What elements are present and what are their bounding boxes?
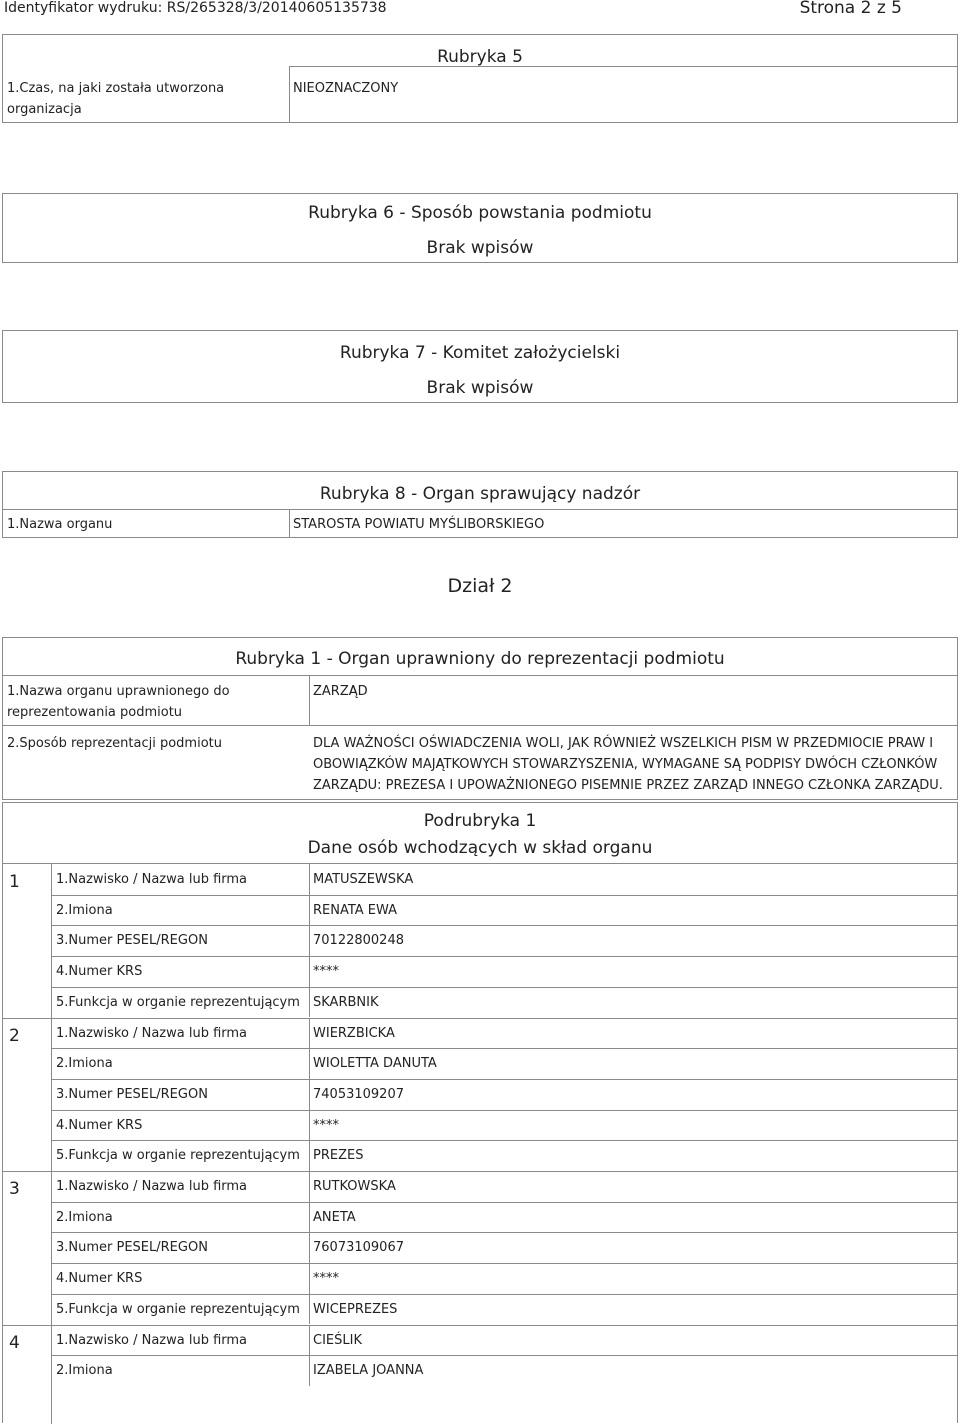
member-field-label: 1.Nazwisko / Nazwa lub firma xyxy=(56,1179,248,1194)
rubryka-5 xyxy=(2,34,958,123)
rubryka-7-value: Brak wpisów xyxy=(426,378,534,398)
member-field-label: 4.Numer KRS xyxy=(56,964,143,980)
rubryka-5-title: Rubryka 5 xyxy=(437,47,523,67)
member-number: 4 xyxy=(9,1332,20,1353)
member-field-value: **** xyxy=(313,1117,339,1133)
rubryka-6-title: Rubryka 6 - Sposób powstania podmiotu xyxy=(308,203,652,223)
member-number: 3 xyxy=(9,1179,20,1199)
dzial2-rubryka-1 xyxy=(2,637,958,800)
member-number: 2 xyxy=(9,1025,20,1046)
member-field-value: RUTKOWSKA xyxy=(313,1179,396,1194)
member-field-label: 2.Imiona xyxy=(56,1209,113,1225)
rubryka-6-value: Brak wpisów xyxy=(426,238,534,258)
dzial2-rubryka-1-title: Rubryka 1 - Organ uprawniony do reprezentacji podmiotu xyxy=(235,649,725,669)
rubryka-7-title: Rubryka 7 - Komitet założycielski xyxy=(339,343,621,363)
member-field-label: 2.Imiona xyxy=(56,1363,113,1379)
member-field-value: **** xyxy=(313,1271,339,1287)
print-identifier: Identyfikator wydruku: RS/265328/3/20140605135738 xyxy=(4,0,387,16)
member-field-value: WIERZBICKA xyxy=(313,1025,395,1041)
rubryka-6 xyxy=(2,193,958,263)
member-field-value: IZABELA JOANNA xyxy=(313,1363,424,1379)
member-field-label: 4.Numer KRS xyxy=(56,1117,143,1133)
rubryka-5-value: NIEOZNACZONY xyxy=(293,81,399,96)
member-field-value: WICEPREZES xyxy=(313,1301,398,1317)
representation-label: 2.Sposób reprezentacji podmiotu xyxy=(7,736,222,751)
member-field-value: RENATA EWA xyxy=(313,902,398,918)
member-field-value: **** xyxy=(313,964,339,980)
representation-value: DLA WAŻNOŚCI OŚWIADCZENIA WOLI, JAK RÓWNIEŻ WSZELKICH PISM W PRZEDMIOCIE PRAW I OBOWIĄZKÓW MAJĄTKOWYCH STOWARZYSZENIA, WYMAGANE SĄ PODPISY DWÓCH CZŁONKÓW ZARZĄDU: PREZESA I UPOWAŻNIONEGO PISEMNIE PRZEZ ZARZĄD INNEGO CZŁONKA ZARZĄDU. xyxy=(313,736,943,793)
organ-name-value: ZARZĄD xyxy=(313,684,368,699)
page-number: Strona 2 z 5 xyxy=(799,0,902,18)
member-field-value: 74053109207 xyxy=(313,1086,404,1102)
member-field-value: PREZES xyxy=(313,1148,364,1164)
rubryka-5-label: 1.Czas, na jaki została utworzona organizacja xyxy=(7,81,225,117)
rubryka-8-label: 1.Nazwa organu xyxy=(7,517,113,532)
member-field-label: 2.Imiona xyxy=(56,902,113,918)
member-field-label: 5.Funkcja w organie reprezentującym xyxy=(56,994,300,1010)
section-title: Dział 2 xyxy=(447,575,513,597)
member-field-label: 1.Nazwisko / Nazwa lub firma xyxy=(56,1025,248,1041)
member-field-value: ANETA xyxy=(313,1209,356,1225)
member-field-label: 4.Numer KRS xyxy=(56,1271,143,1287)
member-field-label: 5.Funkcja w organie reprezentującym xyxy=(56,1148,300,1164)
members-table xyxy=(2,863,958,1423)
member-field-label: 1.Nazwisko / Nazwa lub firma xyxy=(56,872,248,887)
rubryka-8 xyxy=(2,471,958,538)
member-field-value: 70122800248 xyxy=(313,933,404,949)
member-field-label: 3.Numer PESEL/REGON xyxy=(56,1240,208,1256)
rubryka-7 xyxy=(2,330,958,403)
member-field-label: 3.Numer PESEL/REGON xyxy=(56,1086,208,1102)
organ-name-label: 1.Nazwa organu uprawnionego do reprezentowania podmiotu xyxy=(7,684,230,720)
member-field-value: 76073109067 xyxy=(313,1240,404,1256)
podrubryka-1 xyxy=(2,802,958,864)
member-field-label: 5.Funkcja w organie reprezentującym xyxy=(56,1301,300,1317)
podrubryka-title: Podrubryka 1 xyxy=(423,811,537,831)
member-field-value: SKARBNIK xyxy=(313,994,379,1010)
member-field-value: WIOLETTA DANUTA xyxy=(313,1056,437,1072)
member-field-value: MATUSZEWSKA xyxy=(313,872,414,887)
rubryka-8-title: Rubryka 8 - Organ sprawujący nadzór xyxy=(319,484,641,504)
rubryka-8-value: STAROSTA POWIATU MYŚLIBORSKIEGO xyxy=(293,517,545,532)
member-field-value: CIEŚLIK xyxy=(313,1332,362,1348)
member-number: 1 xyxy=(9,872,20,892)
member-field-label: 2.Imiona xyxy=(56,1056,113,1072)
member-field-label: 3.Numer PESEL/REGON xyxy=(56,933,208,949)
member-field-label: 1.Nazwisko / Nazwa lub firma xyxy=(56,1332,248,1348)
podrubryka-subtitle: Dane osób wchodzących w skład organu xyxy=(307,838,653,858)
